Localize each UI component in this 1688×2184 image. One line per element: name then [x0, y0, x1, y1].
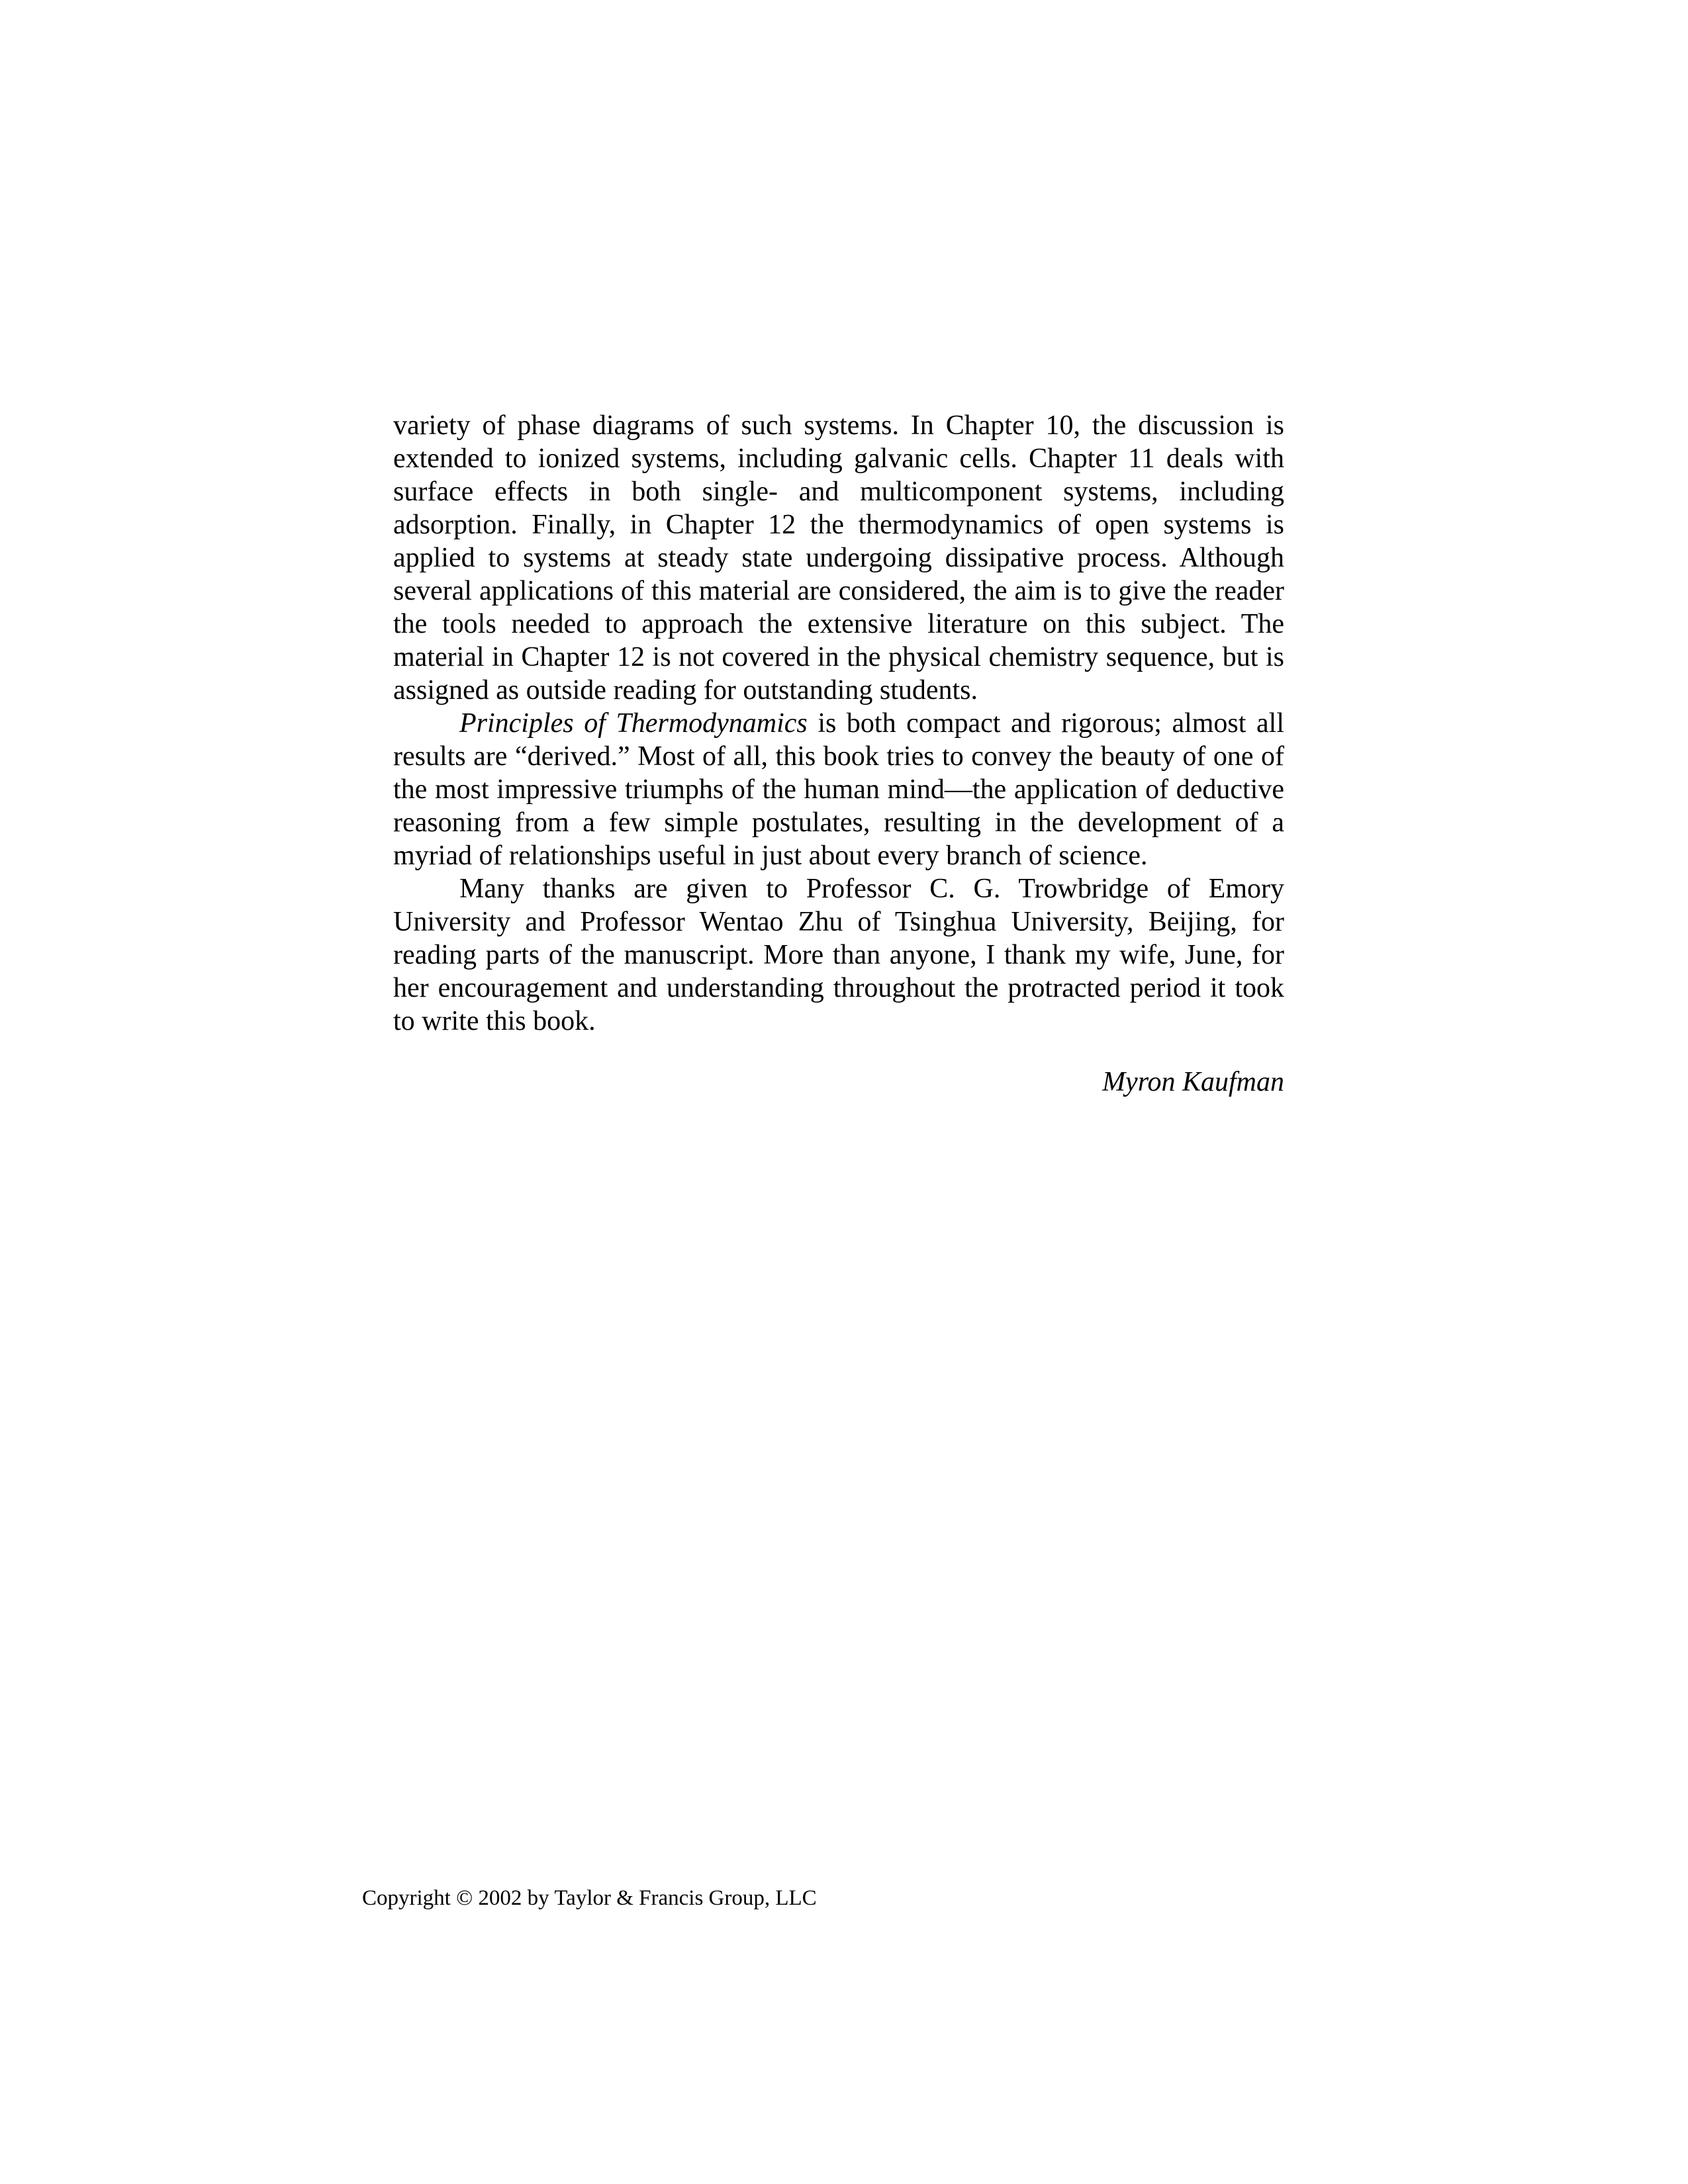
preface-paragraph-2 [393, 707, 1284, 872]
preface-paragraph-2-text: is both compact and rigorous; almost all results are “derived.” Most of all, this book tries to convey the beauty of one of the most impressive triumphs of the human mind—the application of deductive reasoning from a few simple postulates, resulting in the development of a myriad of relationships useful in just about every branch of science. [393, 708, 1285, 871]
book-title: Principles of Thermodynamics [459, 708, 808, 739]
author-signature: Myron Kaufman [1102, 1067, 1284, 1097]
preface-paragraph-3: Many thanks are given to Professor C. G. Trowbridge of Emory University and Professor Wentao Zhu of Tsinghua University, Beijing, for reading parts of the manuscript. More than anyone, I thank my wife, June, for her encouragement and understanding throughout the protracted period it took to write this book. [393, 874, 1284, 1036]
preface-body [393, 409, 1284, 1099]
copyright-notice: Copyright © 2002 by Taylor & Francis Group, LLC [362, 1886, 817, 1910]
preface-paragraph-1: variety of phase diagrams of such systems. In Chapter 10, the discussion is extended to ionized systems, including galvanic cells. Chapter 11 deals with surface effects in both single- and multicomponent systems, including adsorption. Finally, in Chapter 12 the thermodynamics of open systems is applied to systems at steady state undergoing dissipative process. Although several applications of this material are considered, the aim is to give the reader the tools needed to approach the extensive literature on this subject. The material in Chapter 12 is not covered in the physical chemistry sequence, but is assigned as outside reading for outstanding students. [393, 410, 1284, 705]
